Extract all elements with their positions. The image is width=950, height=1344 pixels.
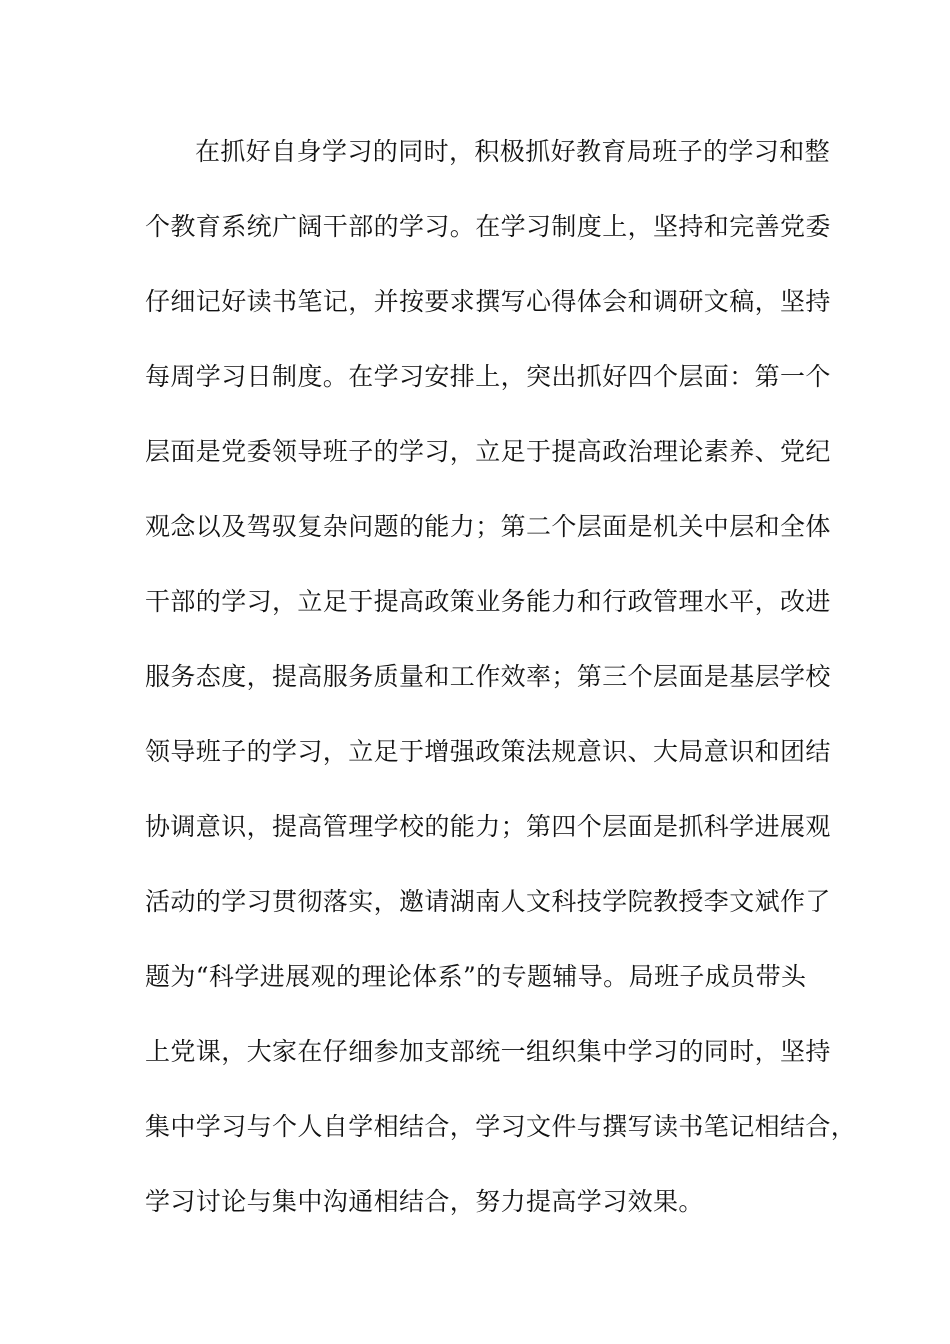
text-line: 上党课，大家在仔细参加支部统一组织集中学习的同时，坚持 xyxy=(145,1037,831,1066)
text-line: 服务态度，提高服务质量和工作效率；第三个层面是基层学校 xyxy=(145,662,831,691)
body-paragraph xyxy=(145,134,857,1259)
text-line: 协调意识，提高管理学校的能力；第四个层面是抓科学进展观 xyxy=(145,812,831,841)
text-line: 集中学习与个人自学相结合，学习文件与撰写读书笔记相结合， xyxy=(145,1112,857,1141)
text-line: 仔细记好读书笔记，并按要求撰写心得体会和调研文稿，坚持 xyxy=(145,287,831,316)
text-line: 学习讨论与集中沟通相结合，努力提高学习效果。 xyxy=(145,1187,704,1216)
text-line: 活动的学习贯彻落实，邀请湖南人文科技学院教授李文斌作了 xyxy=(145,887,831,916)
text-line: 在抓好自身学习的同时，积极抓好教育局班子的学习和整 xyxy=(195,137,831,166)
text-line: 层面是党委领导班子的学习，立足于提高政治理论素养、党纪 xyxy=(145,437,831,466)
text-line: 干部的学习，立足于提高政策业务能力和行政管理水平，改进 xyxy=(145,587,831,616)
text-line: 观念以及驾驭复杂问题的能力；第二个层面是机关中层和全体 xyxy=(145,512,831,541)
text-line: 个教育系统广阔干部的学习。在学习制度上，坚持和完善党委 xyxy=(145,212,831,241)
text-line: 领导班子的学习，立足于增强政策法规意识、大局意识和团结 xyxy=(145,737,831,766)
text-line: 每周学习日制度。在学习安排上，突出抓好四个层面：第一个 xyxy=(145,362,831,391)
text-line: 题为“科学进展观的理论体系”的专题辅导。局班子成员带头 xyxy=(145,962,807,991)
